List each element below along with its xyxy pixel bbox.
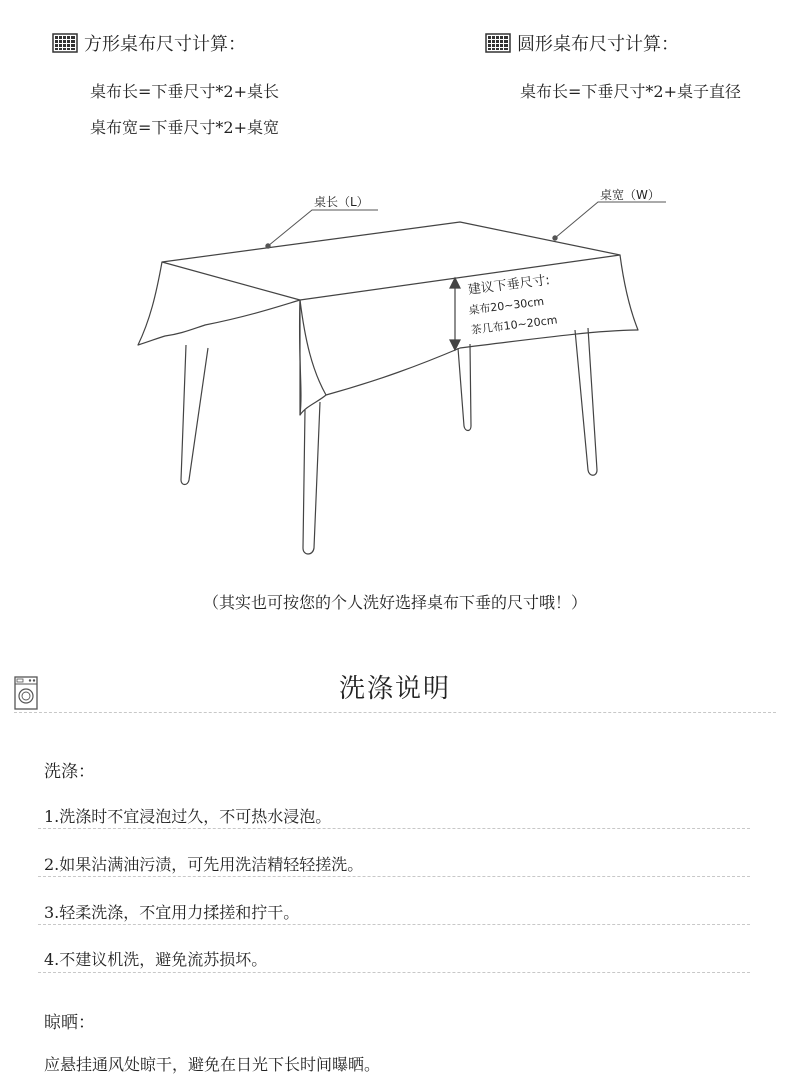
section-divider bbox=[14, 712, 776, 713]
drop-title: 建议下垂尺寸: bbox=[467, 273, 551, 298]
square-formula-width: 桌布宽=下垂尺寸*2+桌宽 bbox=[90, 118, 279, 137]
item-divider bbox=[38, 972, 750, 973]
note: （其实也可按您的个人洗好选择桌布下垂的尺寸哦！） bbox=[202, 593, 587, 612]
front-drape bbox=[300, 300, 326, 415]
wash-item: 4.不建议机洗，避免流苏损坏。 bbox=[44, 950, 268, 969]
calculator-icon bbox=[52, 33, 78, 53]
item-divider bbox=[38, 924, 750, 925]
dry-text: 应悬挂通风处晾干，避免在日光下长时间曝晒。 bbox=[44, 1055, 381, 1074]
leg-back bbox=[458, 344, 471, 431]
leg-front bbox=[303, 402, 320, 554]
square-title: 方形桌布尺寸计算： bbox=[84, 34, 246, 55]
leg-right bbox=[575, 328, 597, 475]
square-heading bbox=[52, 30, 246, 56]
square-formula-length: 桌布长=下垂尺寸*2+桌长 bbox=[90, 82, 279, 101]
wash-item: 3.轻柔洗涤，不宜用力揉搓和拧干。 bbox=[44, 903, 300, 922]
dry-label: 晾晒： bbox=[44, 1013, 95, 1033]
round-heading bbox=[485, 30, 679, 56]
drop-teatable: 茶几布10~20cm bbox=[470, 313, 559, 337]
table-diagram bbox=[0, 170, 790, 570]
left-drape bbox=[138, 262, 300, 345]
calculator-icon bbox=[485, 33, 511, 53]
table-top bbox=[162, 222, 620, 300]
wash-item: 2.如果沾满油污渍，可先用洗洁精轻轻搓洗。 bbox=[44, 855, 364, 874]
drop-tablecloth: 桌布20~30cm bbox=[467, 294, 545, 318]
label-length: 桌长（L） bbox=[314, 195, 369, 209]
round-formula-length: 桌布长=下垂尺寸*2+桌子直径 bbox=[520, 82, 741, 101]
leg-left bbox=[181, 345, 208, 485]
label-width: 桌宽（W） bbox=[600, 188, 660, 202]
round-title: 圆形桌布尺寸计算： bbox=[517, 34, 679, 55]
item-divider bbox=[38, 828, 750, 829]
item-divider bbox=[38, 876, 750, 877]
washing-title: 洗涤说明 bbox=[338, 674, 451, 704]
wash-item: 1.洗涤时不宜浸泡过久，不可热水浸泡。 bbox=[44, 807, 332, 826]
wash-label: 洗涤： bbox=[44, 762, 95, 782]
